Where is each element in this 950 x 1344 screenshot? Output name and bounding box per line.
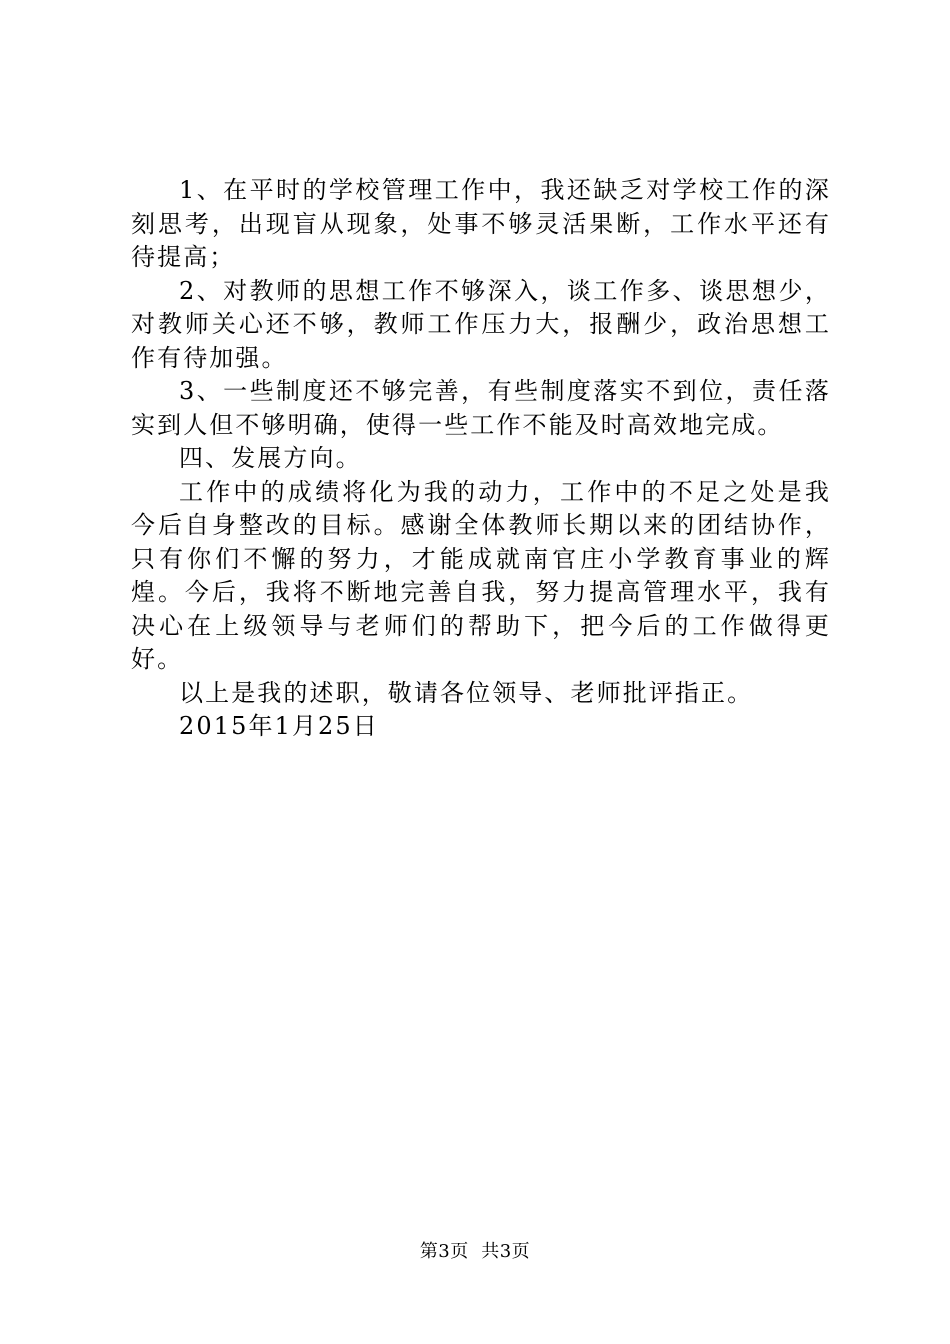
document-body	[131, 174, 831, 744]
document-date: 2015年1月25日	[179, 712, 379, 740]
page-number: 第3页 共3页	[419, 1241, 531, 1262]
paragraph-development: 工作中的成绩将化为我的动力，工作中的不足之处是我今后自身整改的目标。感谢全体教师长期以来的团结协作，只有你们不懈的努力，才能成就南官庄小学教育事业的辉煌。今后，我将不断地完善自我，努力提高管理水平，我有决心在上级领导与老师们的帮助下，把今后的工作做得更好。	[131, 477, 831, 673]
section-heading-development: 四、发展方向。	[179, 444, 362, 472]
paragraph-issue-1: 1、在平时的学校管理工作中，我还缺乏对学校工作的深刻思考，出现盲从现象，处事不够灵活果断，工作水平还有待提高；	[131, 176, 831, 271]
paragraph-issue-3: 3、一些制度还不够完善，有些制度落实不到位，责任落实到人但不够明确，使得一些工作不能及时高效地完成。	[131, 377, 831, 439]
page-footer	[0, 1240, 950, 1264]
paragraph-issue-2: 2、对教师的思想工作不够深入，谈工作多、谈思想少，对教师关心还不够，教师工作压力大，报酬少，政治思想工作有待加强。	[131, 276, 831, 372]
paragraph-closing: 以上是我的述职，敬请各位领导、老师批评指正。	[179, 678, 754, 707]
